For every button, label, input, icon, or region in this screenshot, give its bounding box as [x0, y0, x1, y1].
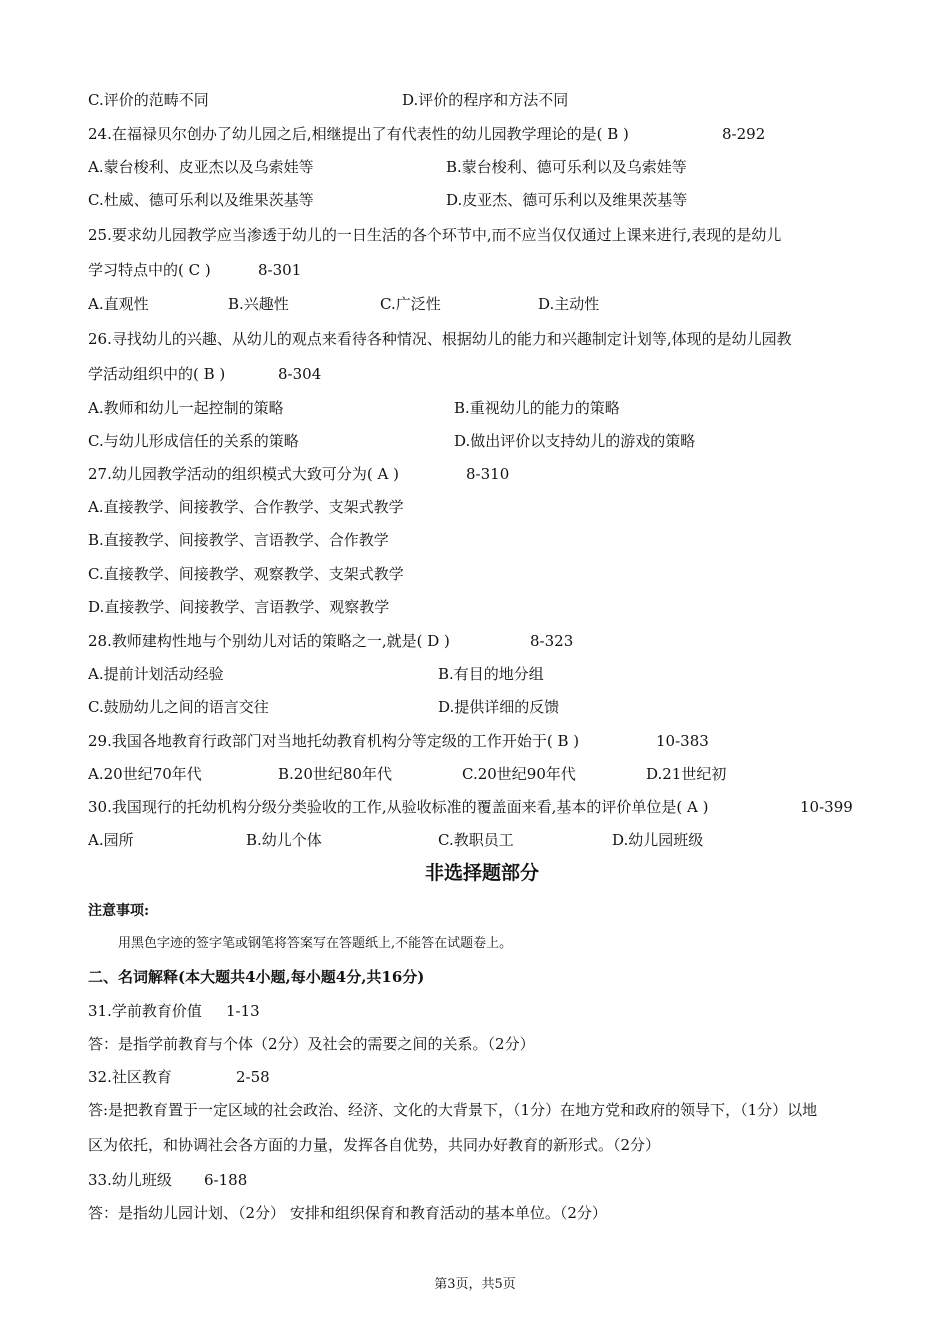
q30-option-c: C.教职员工 — [438, 831, 514, 849]
q26-option-b: B.重视幼儿的能力的策略 — [454, 399, 620, 417]
q27-option-d: D.直接教学、间接教学、言语教学、观察教学 — [88, 598, 390, 616]
q31-answer: 答：是指学前教育与个体（2分）及社会的需要之间的关系。（2分） — [88, 1035, 535, 1053]
q28-ref: 8-323 — [530, 632, 574, 650]
q31-title: 31.学前教育价值 — [88, 1002, 202, 1020]
q30-stem: 30.我国现行的托幼机构分级分类验收的工作,从验收标准的覆盖面来看,基本的评价单位是( A ) — [88, 798, 709, 816]
q24-option-b: B.蒙台梭利、德可乐利以及乌索娃等 — [446, 158, 687, 176]
q24-ref: 8-292 — [722, 125, 766, 143]
q24-stem: 24.在福禄贝尔创办了幼儿园之后,相继提出了有代表性的幼儿园教学理论的是( B ) — [88, 125, 629, 143]
q25-option-a: A.直观性 — [88, 295, 149, 313]
q26-option-d: D.做出评价以支持幼儿的游戏的策略 — [454, 432, 696, 450]
q23-option-d: D.评价的程序和方法不同 — [402, 91, 569, 109]
q30-option-a: A.园所 — [88, 831, 134, 849]
q28-stem: 28.教师建构性地与个别幼儿对话的策略之一,就是( D ) — [88, 632, 450, 650]
q23-option-c: C.评价的范畴不同 — [88, 91, 209, 109]
q26-stem-line1: 26.寻找幼儿的兴趣、从幼儿的观点来看待各种情况、根据幼儿的能力和兴趣制定计划等,体现的是幼儿园教 — [88, 330, 792, 348]
q32-ref: 2-58 — [236, 1068, 270, 1086]
q26-option-c: C.与幼儿形成信任的关系的策略 — [88, 432, 299, 450]
q33-answer: 答：是指幼儿园计划、（2分） 安排和组织保育和教育活动的基本单位。（2分） — [88, 1204, 607, 1222]
q31-ref: 1-13 — [226, 1002, 260, 1020]
q25-stem-line2: 学习特点中的( C ) — [88, 261, 211, 279]
q27-stem: 27.幼儿园教学活动的组织模式大致可分为( A ) — [88, 465, 399, 483]
q29-option-c: C.20世纪90年代 — [462, 765, 576, 783]
part2-header: 二、名词解释(本大题共4小题,每小题4分,共16分) — [88, 968, 425, 986]
q32-answer-line1: 答:是把教育置于一定区域的社会政治、经济、文化的大背景下，（1分）在地方党和政府的领导下，（1分）以地 — [88, 1101, 818, 1119]
q26-option-a: A.教师和幼儿一起控制的策略 — [88, 399, 284, 417]
q27-option-c: C.直接教学、间接教学、观察教学、支架式教学 — [88, 565, 404, 583]
q25-ref: 8-301 — [258, 261, 302, 279]
q25-stem-line1: 25.要求幼儿园教学应当渗透于幼儿的一日生活的各个环节中,而不应当仅仅通过上课来进行,表现的是幼儿 — [88, 226, 782, 244]
q27-option-a: A.直接教学、间接教学、合作教学、支架式教学 — [88, 498, 404, 516]
q28-option-c: C.鼓励幼儿之间的语言交往 — [88, 698, 269, 716]
q25-option-c: C.广泛性 — [380, 295, 441, 313]
q32-title: 32.社区教育 — [88, 1068, 172, 1086]
q33-title: 33.幼儿班级 — [88, 1171, 172, 1189]
notice-title: 注意事项: — [88, 903, 150, 919]
q30-ref: 10-399 — [800, 798, 853, 816]
notice-text: 用黑色字迹的签字笔或钢笔将答案写在答题纸上,不能答在试题卷上。 — [118, 936, 513, 951]
q24-option-c: C.杜威、德可乐利以及维果茨基等 — [88, 191, 314, 209]
q28-option-a: A.提前计划活动经验 — [88, 665, 224, 683]
q27-option-b: B.直接教学、间接教学、言语教学、合作教学 — [88, 531, 389, 549]
q27-ref: 8-310 — [466, 465, 510, 483]
q29-stem: 29.我国各地教育行政部门对当地托幼教育机构分等定级的工作开始于( B ) — [88, 732, 580, 750]
q29-option-d: D.21世纪初 — [646, 765, 727, 783]
q26-stem-line2: 学活动组织中的( B ) — [88, 365, 226, 383]
q28-option-d: D.提供详细的反馈 — [438, 698, 560, 716]
q26-ref: 8-304 — [278, 365, 322, 383]
q29-ref: 10-383 — [656, 732, 709, 750]
q24-option-a: A.蒙台梭利、皮亚杰以及乌索娃等 — [88, 158, 314, 176]
page-footer: 第3页，共5页 — [434, 1277, 516, 1292]
q25-option-d: D.主动性 — [538, 295, 600, 313]
q29-option-b: B.20世纪80年代 — [278, 765, 392, 783]
q33-ref: 6-188 — [204, 1171, 248, 1189]
section-title: 非选择题部分 — [424, 862, 539, 884]
q29-option-a: A.20世纪70年代 — [88, 765, 202, 783]
q32-answer-line2: 区为依托，和协调社会各方面的力量，发挥各自优势，共同办好教育的新形式。（2分） — [88, 1136, 661, 1154]
q25-option-b: B.兴趣性 — [228, 295, 289, 313]
q30-option-b: B.幼儿个体 — [246, 831, 322, 849]
q24-option-d: D.皮亚杰、德可乐利以及维果茨基等 — [446, 191, 688, 209]
q28-option-b: B.有目的地分组 — [438, 665, 544, 683]
q30-option-d: D.幼儿园班级 — [612, 831, 704, 849]
